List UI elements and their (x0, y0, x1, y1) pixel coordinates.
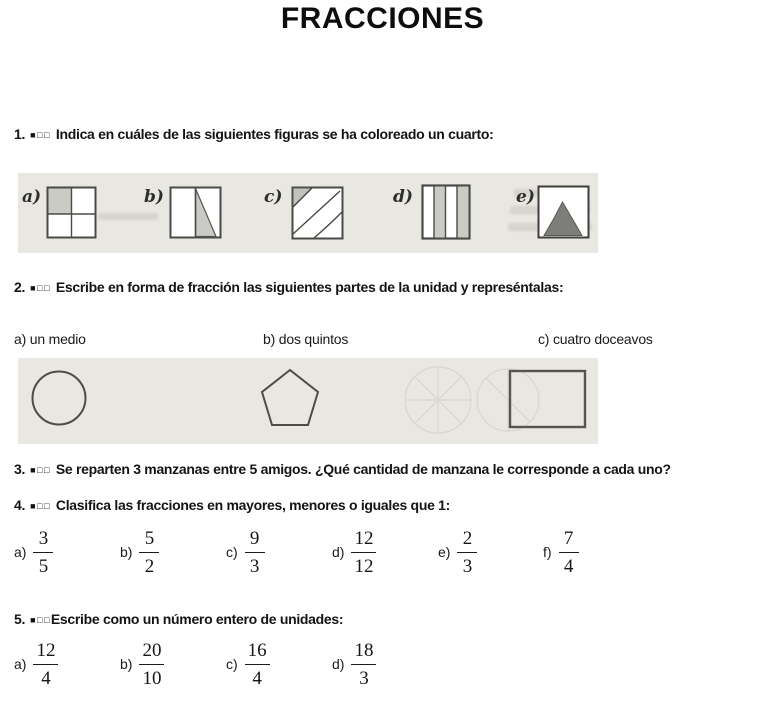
figures-band-2 (18, 358, 598, 444)
figure-d-label: d) (393, 187, 413, 207)
exercise-2-number: 2. (14, 279, 26, 295)
numerator: 12 (351, 529, 376, 553)
difficulty-squares-icon: ■□□ (30, 130, 51, 140)
denominator: 3 (249, 555, 260, 577)
option-a-text: un medio (29, 331, 86, 347)
fraction-item-f (543, 526, 579, 578)
fraction-item-e (438, 526, 477, 578)
exercise-5-fractions (0, 638, 765, 693)
numerator: 16 (245, 641, 270, 665)
option-c (538, 331, 653, 347)
figure-e-label: e) (516, 187, 535, 207)
denominator: 10 (142, 667, 162, 689)
fraction (559, 529, 579, 576)
figure-d-shaded-strip-2 (434, 187, 445, 238)
fraction-item-a (14, 526, 53, 578)
figures-band-1 (18, 173, 598, 253)
denominator: 4 (563, 555, 574, 577)
fraction (139, 641, 164, 688)
page-title: FRACCIONES (280, 2, 485, 35)
fraction-item-d (332, 638, 376, 690)
fraction-label: c) (226, 656, 238, 672)
square-shape (508, 369, 587, 429)
denominator: 3 (462, 555, 473, 577)
fraction-item-a (14, 638, 58, 690)
fraction-label: a) (14, 656, 27, 672)
exercise-3-number: 3. (14, 461, 26, 477)
exercise-5-number: 5. (14, 611, 26, 627)
circle-shape (30, 368, 88, 428)
fraction-item-c (226, 638, 270, 690)
figure-a-label: a) (22, 187, 42, 207)
pentagon-shape (258, 366, 322, 430)
exercise-1-text: Indica en cuáles de las siguientes figuras se ha coloreado un cuarto: (55, 126, 494, 142)
exercise-4-number: 4. (14, 497, 26, 513)
square-outline (510, 371, 585, 427)
numerator: 12 (33, 641, 58, 665)
circle-outline (33, 372, 86, 425)
option-a-label: a) (14, 331, 27, 347)
option-b (263, 331, 348, 347)
exercise-1-number: 1. (14, 126, 26, 142)
fraction-label: b) (120, 656, 133, 672)
fraction-label: d) (332, 656, 345, 672)
option-b-label: b) (263, 331, 276, 347)
difficulty-squares-icon: ■□□ (30, 615, 51, 625)
figure-d-shaded-strip-4 (457, 187, 469, 238)
option-c-text: cuatro doceavos (552, 331, 653, 347)
option-b-text: dos quintos (278, 331, 349, 347)
fraction-label: b) (120, 544, 133, 560)
figure-c-label: c) (264, 187, 283, 207)
fraction-label: e) (438, 544, 451, 560)
fraction-label: a) (14, 544, 27, 560)
fraction (457, 529, 477, 576)
fraction (33, 641, 58, 688)
fraction-label: f) (543, 544, 552, 560)
denominator: 4 (41, 667, 51, 689)
difficulty-squares-icon: ■□□ (30, 283, 51, 293)
exercise-3-heading (14, 461, 671, 477)
denominator: 12 (354, 555, 374, 577)
denominator: 4 (252, 667, 262, 689)
option-a (14, 331, 86, 347)
numerator: 3 (33, 529, 53, 553)
fraction (33, 529, 53, 576)
fraction-item-b (120, 526, 159, 578)
difficulty-squares-icon: ■□□ (30, 501, 51, 511)
figure-d-vertical-strips (421, 184, 471, 240)
numerator: 20 (139, 641, 164, 665)
figure-c-diagonal-strips (291, 186, 344, 240)
exercise-4-fractions (0, 526, 765, 581)
fraction (351, 529, 376, 576)
fraction (245, 641, 270, 688)
numerator: 5 (139, 529, 159, 553)
fraction-label: d) (332, 544, 345, 560)
fraction (245, 529, 265, 576)
bleed-through-smudge (98, 213, 158, 220)
figure-a-shaded-quadrant (49, 189, 72, 214)
option-c-label: c) (538, 331, 550, 347)
numerator: 7 (559, 529, 579, 553)
exercise-4-heading (14, 497, 450, 513)
fraction-item-c (226, 526, 265, 578)
figure-a-square-quarters (46, 186, 97, 239)
exercise-1-heading (14, 126, 493, 142)
exercise-5-text: Escribe como un número entero de unidades: (50, 611, 344, 627)
pentagon-outline (262, 370, 318, 425)
exercise-5-heading (14, 611, 343, 627)
difficulty-squares-icon: ■□□ (30, 465, 51, 475)
denominator: 3 (359, 667, 369, 689)
exercise-3-text: Se reparten 3 manzanas entre 5 amigos. ¿Qué cantidad de manzana le corresponde a cada uno? (55, 461, 671, 477)
figure-b-label: b) (144, 187, 164, 207)
exercise-2-text: Escribe en forma de fracción las siguientes partes de la unidad y represéntalas: (55, 279, 564, 295)
numerator: 2 (457, 529, 477, 553)
fraction (139, 529, 159, 576)
numerator: 9 (245, 529, 265, 553)
denominator: 5 (38, 555, 49, 577)
numerator: 18 (351, 641, 376, 665)
figure-e-mountain (537, 185, 590, 239)
figure-b-square-triangle (169, 186, 222, 239)
fraction-label: c) (226, 544, 238, 560)
fraction-item-b (120, 638, 164, 690)
fraction-item-d (332, 526, 376, 578)
exercise-2-heading (14, 279, 563, 295)
fraction (351, 641, 376, 688)
exercise-4-text: Clasifica las fracciones en mayores, menores o iguales que 1: (55, 497, 450, 513)
denominator: 2 (144, 555, 155, 577)
